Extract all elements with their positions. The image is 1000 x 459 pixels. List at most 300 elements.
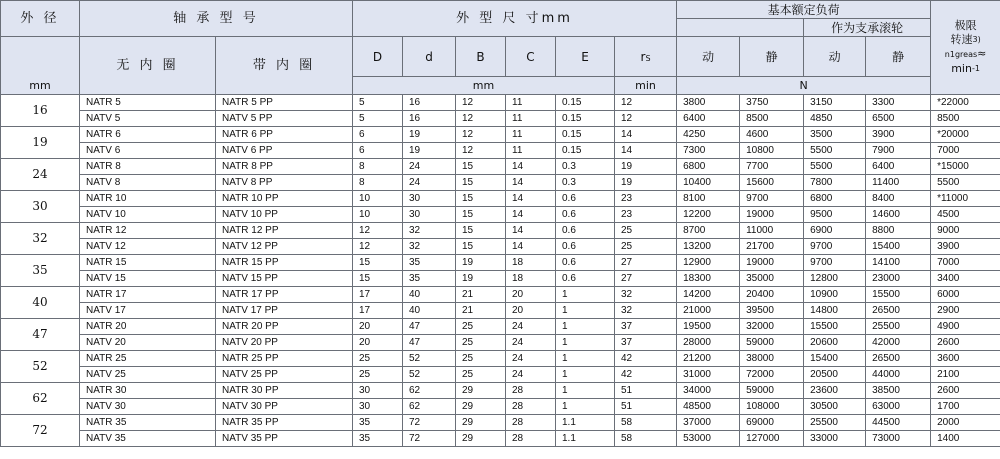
- B-cell: 25: [456, 335, 506, 351]
- dynamic-load-cell: 6400: [677, 111, 740, 127]
- outer-diameter-cell: 35: [1, 255, 80, 287]
- rs-cell: 25: [615, 239, 677, 255]
- roller-static-load-cell: 42000: [866, 335, 931, 351]
- roller-static-load-cell: 15400: [866, 239, 931, 255]
- rs-unit: min: [615, 77, 677, 95]
- no-inner-ring-cell: NATR 25: [80, 351, 216, 367]
- B-cell: 15: [456, 159, 506, 175]
- with-inner-ring-cell: NATR 10 PP: [216, 191, 353, 207]
- dynamic-load-cell: 10400: [677, 175, 740, 191]
- E-cell: 1: [556, 399, 615, 415]
- static-load-cell: 19000: [740, 207, 804, 223]
- with-inner-ring-cell: NATV 5 PP: [216, 111, 353, 127]
- D-cell: 6: [353, 127, 403, 143]
- limit-speed-cell: 1700: [931, 399, 1000, 415]
- E-cell: 1: [556, 303, 615, 319]
- limit-speed-cell: *15000: [931, 159, 1000, 175]
- with-inner-ring-cell: NATR 5 PP: [216, 95, 353, 111]
- limit-speed-cell: *20000: [931, 127, 1000, 143]
- dim-d-header: d: [403, 37, 456, 77]
- D-cell: 35: [353, 415, 403, 431]
- limit-speed-cell: 9000: [931, 223, 1000, 239]
- load-unit: N: [677, 77, 931, 95]
- rs-cell: 19: [615, 175, 677, 191]
- table-row: [1, 319, 1000, 335]
- B-cell: 21: [456, 287, 506, 303]
- D-cell: 5: [353, 111, 403, 127]
- static-load-cell: 11000: [740, 223, 804, 239]
- C-cell: 14: [506, 159, 556, 175]
- outer-diameter-cell: 52: [1, 351, 80, 383]
- roller-dynamic-load-cell: 10900: [804, 287, 866, 303]
- no-inner-ring-cell: NATR 15: [80, 255, 216, 271]
- no-inner-ring-cell: NATV 12: [80, 239, 216, 255]
- C-cell: 18: [506, 271, 556, 287]
- d-cell: 32: [403, 239, 456, 255]
- table-row: [1, 367, 1000, 383]
- limit-speed-cell: 4900: [931, 319, 1000, 335]
- with-inner-ring-cell: NATV 25 PP: [216, 367, 353, 383]
- table-row: [1, 399, 1000, 415]
- E-cell: 0.15: [556, 111, 615, 127]
- table-row: [1, 175, 1000, 191]
- d-cell: 40: [403, 303, 456, 319]
- dim-B-header: B: [456, 37, 506, 77]
- d-cell: 19: [403, 127, 456, 143]
- rs-cell: 14: [615, 143, 677, 159]
- C-cell: 14: [506, 191, 556, 207]
- d-cell: 24: [403, 175, 456, 191]
- outer-diameter-cell: 32: [1, 223, 80, 255]
- static-header: 静: [740, 37, 804, 77]
- static-load-cell: 127000: [740, 431, 804, 447]
- dynamic-load-cell: 34000: [677, 383, 740, 399]
- dynamic-load-cell: 18300: [677, 271, 740, 287]
- no-inner-ring-cell: NATR 35: [80, 415, 216, 431]
- table-row: [1, 335, 1000, 351]
- no-inner-ring-header: 无 内 圈: [80, 37, 216, 95]
- static-load-cell: 108000: [740, 399, 804, 415]
- C-cell: 24: [506, 367, 556, 383]
- limit-speed-cell: 4500: [931, 207, 1000, 223]
- roller-dynamic-load-cell: 20500: [804, 367, 866, 383]
- B-cell: 21: [456, 303, 506, 319]
- dynamic-load-cell: 6800: [677, 159, 740, 175]
- roller-dynamic-load-cell: 5500: [804, 143, 866, 159]
- rs-cell: 27: [615, 271, 677, 287]
- with-inner-ring-cell: NATV 17 PP: [216, 303, 353, 319]
- roller-static-load-cell: 3900: [866, 127, 931, 143]
- C-cell: 14: [506, 223, 556, 239]
- D-cell: 8: [353, 175, 403, 191]
- rs-cell: 51: [615, 383, 677, 399]
- roller-dynamic-load-cell: 3150: [804, 95, 866, 111]
- with-inner-ring-cell: NATR 25 PP: [216, 351, 353, 367]
- rs-cell: 58: [615, 415, 677, 431]
- B-cell: 25: [456, 367, 506, 383]
- roller-static-load-cell: 25500: [866, 319, 931, 335]
- D-cell: 17: [353, 287, 403, 303]
- table-row: [1, 223, 1000, 239]
- limit-speed-unit-exp: -1: [971, 64, 980, 73]
- roller-dynamic-header: 动: [804, 37, 866, 77]
- static-load-cell: 72000: [740, 367, 804, 383]
- B-cell: 12: [456, 143, 506, 159]
- with-inner-ring-cell: NATR 12 PP: [216, 223, 353, 239]
- D-cell: 10: [353, 207, 403, 223]
- dynamic-load-cell: 12200: [677, 207, 740, 223]
- C-cell: 20: [506, 287, 556, 303]
- static-load-cell: 39500: [740, 303, 804, 319]
- C-cell: 11: [506, 143, 556, 159]
- roller-dynamic-load-cell: 3500: [804, 127, 866, 143]
- rs-cell: 12: [615, 95, 677, 111]
- limit-speed-cell: 2100: [931, 367, 1000, 383]
- d-cell: 52: [403, 367, 456, 383]
- dim-C-header: C: [506, 37, 556, 77]
- d-cell: 32: [403, 223, 456, 239]
- roller-dynamic-load-cell: 23600: [804, 383, 866, 399]
- static-load-cell: 7700: [740, 159, 804, 175]
- B-cell: 29: [456, 399, 506, 415]
- rs-cell: 27: [615, 255, 677, 271]
- no-inner-ring-cell: NATV 20: [80, 335, 216, 351]
- roller-dynamic-load-cell: 15500: [804, 319, 866, 335]
- outer-diameter-cell: 40: [1, 287, 80, 319]
- E-cell: 1: [556, 351, 615, 367]
- table-row: [1, 239, 1000, 255]
- roller-static-load-cell: 73000: [866, 431, 931, 447]
- limit-speed-footnote: 3): [972, 35, 981, 44]
- rs-cell: 37: [615, 319, 677, 335]
- C-cell: 14: [506, 239, 556, 255]
- B-cell: 15: [456, 239, 506, 255]
- with-inner-ring-header: 带 内 圈: [216, 37, 353, 95]
- roller-dynamic-load-cell: 9700: [804, 255, 866, 271]
- no-inner-ring-cell: NATV 35: [80, 431, 216, 447]
- table-row: [1, 143, 1000, 159]
- roller-static-load-cell: 63000: [866, 399, 931, 415]
- roller-static-load-cell: 38500: [866, 383, 931, 399]
- B-cell: 15: [456, 191, 506, 207]
- rs-cell: 37: [615, 335, 677, 351]
- D-cell: 8: [353, 159, 403, 175]
- outer-diameter-cell: 19: [1, 127, 80, 159]
- roller-static-load-cell: 15500: [866, 287, 931, 303]
- D-cell: 15: [353, 255, 403, 271]
- d-cell: 35: [403, 271, 456, 287]
- limit-speed-cell: *22000: [931, 95, 1000, 111]
- dynamic-load-cell: 21200: [677, 351, 740, 367]
- dim-E-header: E: [556, 37, 615, 77]
- E-cell: 1.1: [556, 415, 615, 431]
- d-cell: 52: [403, 351, 456, 367]
- D-cell: 25: [353, 367, 403, 383]
- with-inner-ring-cell: NATR 20 PP: [216, 319, 353, 335]
- table-row: [1, 287, 1000, 303]
- roller-dynamic-load-cell: 7800: [804, 175, 866, 191]
- E-cell: 0.6: [556, 239, 615, 255]
- C-cell: 18: [506, 255, 556, 271]
- E-cell: 1: [556, 287, 615, 303]
- with-inner-ring-cell: NATV 6 PP: [216, 143, 353, 159]
- no-inner-ring-cell: NATR 17: [80, 287, 216, 303]
- dynamic-load-cell: 8100: [677, 191, 740, 207]
- no-inner-ring-cell: NATR 5: [80, 95, 216, 111]
- E-cell: 0.3: [556, 175, 615, 191]
- D-cell: 12: [353, 239, 403, 255]
- C-cell: 28: [506, 431, 556, 447]
- E-cell: 0.15: [556, 143, 615, 159]
- D-cell: 30: [353, 383, 403, 399]
- D-cell: 35: [353, 431, 403, 447]
- table-header: [1, 1, 1000, 95]
- with-inner-ring-cell: NATR 15 PP: [216, 255, 353, 271]
- D-cell: 20: [353, 335, 403, 351]
- with-inner-ring-cell: NATR 8 PP: [216, 159, 353, 175]
- d-cell: 16: [403, 95, 456, 111]
- E-cell: 1: [556, 319, 615, 335]
- rs-cell: 23: [615, 191, 677, 207]
- dynamic-load-cell: 28000: [677, 335, 740, 351]
- limit-speed-cell: 2600: [931, 335, 1000, 351]
- roller-dynamic-load-cell: 15400: [804, 351, 866, 367]
- d-cell: 16: [403, 111, 456, 127]
- static-load-cell: 59000: [740, 335, 804, 351]
- C-cell: 14: [506, 207, 556, 223]
- outer-diameter-cell: 47: [1, 319, 80, 351]
- C-cell: 11: [506, 95, 556, 111]
- roller-dynamic-load-cell: 12800: [804, 271, 866, 287]
- limit-speed-header: [931, 1, 1000, 95]
- B-cell: 12: [456, 95, 506, 111]
- no-inner-ring-cell: NATV 17: [80, 303, 216, 319]
- rs-sub: S: [645, 53, 651, 63]
- static-load-cell: 10800: [740, 143, 804, 159]
- dynamic-load-cell: 31000: [677, 367, 740, 383]
- limit-speed-cell: 3900: [931, 239, 1000, 255]
- C-cell: 24: [506, 351, 556, 367]
- dynamic-load-cell: 4250: [677, 127, 740, 143]
- B-cell: 29: [456, 415, 506, 431]
- limit-speed-cell: 2600: [931, 383, 1000, 399]
- table-row: [1, 255, 1000, 271]
- C-cell: 11: [506, 111, 556, 127]
- roller-dynamic-load-cell: 30500: [804, 399, 866, 415]
- d-cell: 19: [403, 143, 456, 159]
- basic-load-rating-header: 基本额定负荷: [677, 1, 931, 19]
- limit-speed-cell: 2900: [931, 303, 1000, 319]
- limit-speed-line1: 极限: [954, 19, 977, 32]
- no-inner-ring-cell: NATR 6: [80, 127, 216, 143]
- table-row: [1, 159, 1000, 175]
- no-inner-ring-cell: NATR 30: [80, 383, 216, 399]
- dynamic-load-cell: 13200: [677, 239, 740, 255]
- dynamic-load-cell: 19500: [677, 319, 740, 335]
- D-cell: 20: [353, 319, 403, 335]
- dynamic-load-cell: 53000: [677, 431, 740, 447]
- E-cell: 0.6: [556, 271, 615, 287]
- B-cell: 19: [456, 271, 506, 287]
- rs-cell: 42: [615, 351, 677, 367]
- with-inner-ring-cell: NATR 30 PP: [216, 383, 353, 399]
- dynamic-header: 动: [677, 37, 740, 77]
- C-cell: 11: [506, 127, 556, 143]
- no-inner-ring-cell: NATV 5: [80, 111, 216, 127]
- with-inner-ring-cell: NATR 6 PP: [216, 127, 353, 143]
- roller-static-load-cell: 8800: [866, 223, 931, 239]
- d-cell: 40: [403, 287, 456, 303]
- no-inner-ring-cell: NATV 25: [80, 367, 216, 383]
- E-cell: 0.15: [556, 95, 615, 111]
- table-row: [1, 111, 1000, 127]
- roller-static-load-cell: 6500: [866, 111, 931, 127]
- limit-speed-grease: 1greas: [949, 50, 978, 59]
- static-load-cell: 20400: [740, 287, 804, 303]
- outer-diameter-cell: 30: [1, 191, 80, 223]
- B-cell: 29: [456, 431, 506, 447]
- limit-speed-label: 转速: [950, 33, 973, 46]
- static-load-cell: 21700: [740, 239, 804, 255]
- table-body: [1, 95, 1000, 447]
- roller-dynamic-load-cell: 25500: [804, 415, 866, 431]
- B-cell: 15: [456, 207, 506, 223]
- roller-dynamic-load-cell: 33000: [804, 431, 866, 447]
- table-row: [1, 127, 1000, 143]
- table-row: [1, 191, 1000, 207]
- E-cell: 1: [556, 335, 615, 351]
- limit-speed-cell: 3400: [931, 271, 1000, 287]
- no-inner-ring-cell: NATV 8: [80, 175, 216, 191]
- limit-speed-cell: 5500: [931, 175, 1000, 191]
- B-cell: 25: [456, 351, 506, 367]
- B-cell: 29: [456, 383, 506, 399]
- d-cell: 24: [403, 159, 456, 175]
- no-inner-ring-cell: NATV 15: [80, 271, 216, 287]
- outer-diameter-cell: 24: [1, 159, 80, 191]
- no-inner-ring-cell: NATV 30: [80, 399, 216, 415]
- rs-cell: 42: [615, 367, 677, 383]
- d-cell: 72: [403, 415, 456, 431]
- limit-speed-cell: 8500: [931, 111, 1000, 127]
- with-inner-ring-cell: NATV 12 PP: [216, 239, 353, 255]
- D-cell: 25: [353, 351, 403, 367]
- C-cell: 24: [506, 335, 556, 351]
- C-cell: 28: [506, 399, 556, 415]
- table-row: [1, 415, 1000, 431]
- table-row: [1, 383, 1000, 399]
- rs-cell: 12: [615, 111, 677, 127]
- E-cell: 1: [556, 367, 615, 383]
- d-cell: 30: [403, 207, 456, 223]
- static-load-cell: 3750: [740, 95, 804, 111]
- E-cell: 0.6: [556, 191, 615, 207]
- static-load-cell: 38000: [740, 351, 804, 367]
- roller-dynamic-load-cell: 6900: [804, 223, 866, 239]
- roller-dynamic-load-cell: 9700: [804, 239, 866, 255]
- C-cell: 20: [506, 303, 556, 319]
- D-cell: 12: [353, 223, 403, 239]
- support-roller-header: 作为支承滚轮: [804, 19, 931, 37]
- d-cell: 62: [403, 399, 456, 415]
- no-inner-ring-cell: NATV 6: [80, 143, 216, 159]
- limit-speed-n: n: [944, 50, 950, 59]
- outer-diameter-cell: 62: [1, 383, 80, 415]
- with-inner-ring-cell: NATV 15 PP: [216, 271, 353, 287]
- roller-static-load-cell: 3300: [866, 95, 931, 111]
- outer-diameter-unit: mm: [1, 77, 80, 95]
- with-inner-ring-cell: NATV 8 PP: [216, 175, 353, 191]
- limit-speed-line2: [931, 33, 1000, 47]
- B-cell: 12: [456, 111, 506, 127]
- with-inner-ring-cell: NATV 35 PP: [216, 431, 353, 447]
- limit-speed-cell: 3600: [931, 351, 1000, 367]
- dynamic-load-cell: 8700: [677, 223, 740, 239]
- table-row: [1, 351, 1000, 367]
- static-load-cell: 4600: [740, 127, 804, 143]
- d-cell: 47: [403, 335, 456, 351]
- limit-speed-line4: [931, 62, 1000, 76]
- static-load-cell: 15600: [740, 175, 804, 191]
- roller-dynamic-load-cell: 5500: [804, 159, 866, 175]
- rs-cell: 32: [615, 303, 677, 319]
- roller-static-load-cell: 26500: [866, 351, 931, 367]
- limit-speed-approx: ≈: [977, 47, 987, 60]
- limit-speed-cell: 2000: [931, 415, 1000, 431]
- d-cell: 47: [403, 319, 456, 335]
- E-cell: 0.6: [556, 207, 615, 223]
- rs-cell: 25: [615, 223, 677, 239]
- static-load-cell: 69000: [740, 415, 804, 431]
- B-cell: 25: [456, 319, 506, 335]
- bearing-type-header: 轴 承 型 号: [80, 1, 353, 37]
- with-inner-ring-cell: NATV 20 PP: [216, 335, 353, 351]
- rs-main: r: [640, 49, 646, 64]
- no-inner-ring-cell: NATR 12: [80, 223, 216, 239]
- limit-speed-cell: 1400: [931, 431, 1000, 447]
- roller-dynamic-load-cell: 6800: [804, 191, 866, 207]
- static-load-cell: 8500: [740, 111, 804, 127]
- D-cell: 17: [353, 303, 403, 319]
- dim-D-header: D: [353, 37, 403, 77]
- outer-diameter-blank: [1, 37, 80, 77]
- B-cell: 15: [456, 175, 506, 191]
- dynamic-load-cell: 37000: [677, 415, 740, 431]
- with-inner-ring-cell: NATR 35 PP: [216, 415, 353, 431]
- E-cell: 0.3: [556, 159, 615, 175]
- rs-cell: 19: [615, 159, 677, 175]
- outer-diameter-cell: 72: [1, 415, 80, 447]
- d-cell: 35: [403, 255, 456, 271]
- D-cell: 6: [353, 143, 403, 159]
- limit-speed-cell: 7000: [931, 143, 1000, 159]
- roller-dynamic-load-cell: 4850: [804, 111, 866, 127]
- dynamic-load-cell: 7300: [677, 143, 740, 159]
- no-inner-ring-cell: NATR 20: [80, 319, 216, 335]
- roller-static-load-cell: 7900: [866, 143, 931, 159]
- dynamic-load-cell: 3800: [677, 95, 740, 111]
- roller-dynamic-load-cell: 14800: [804, 303, 866, 319]
- rs-cell: 14: [615, 127, 677, 143]
- dynamic-load-cell: 21000: [677, 303, 740, 319]
- B-cell: 19: [456, 255, 506, 271]
- outer-diameter-cell: 16: [1, 95, 80, 127]
- dynamic-load-cell: 48500: [677, 399, 740, 415]
- with-inner-ring-cell: NATV 10 PP: [216, 207, 353, 223]
- E-cell: 0.6: [556, 255, 615, 271]
- C-cell: 24: [506, 319, 556, 335]
- d-cell: 62: [403, 383, 456, 399]
